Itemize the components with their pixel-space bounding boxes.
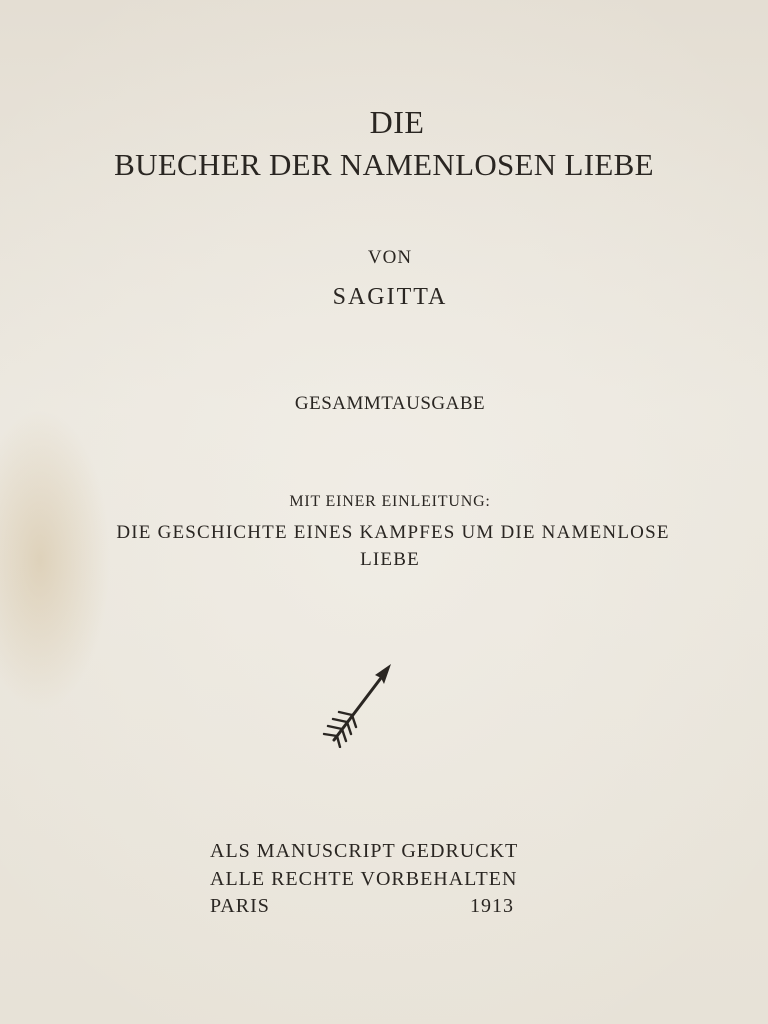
book-title: BUECHER DER NAMENLOSEN LIEBE bbox=[114, 147, 654, 182]
imprint-year: 1913 bbox=[470, 895, 514, 917]
arrow-icon bbox=[318, 662, 398, 748]
introduction-label: MIT EINER EINLEITUNG: bbox=[289, 493, 491, 510]
imprint-line-1: ALS MANUSCRIPT GEDRUCKT bbox=[210, 840, 519, 862]
introduction-title-line-1: DIE GESCHICHTE EINES KAMPFES UM DIE NAMENLOSE bbox=[116, 522, 670, 543]
author-name: SAGITTA bbox=[332, 284, 448, 310]
introduction-title-line-2: LIEBE bbox=[360, 549, 420, 570]
imprint-place: PARIS bbox=[210, 895, 270, 917]
byline-von: VON bbox=[367, 247, 413, 268]
imprint-line-2: ALLE RECHTE VORBEHALTEN bbox=[210, 868, 518, 890]
imprint-place-year bbox=[210, 895, 514, 918]
edition-label: GESAMMTAUSGABE bbox=[294, 393, 486, 414]
title-line-1: DIE bbox=[369, 104, 425, 140]
